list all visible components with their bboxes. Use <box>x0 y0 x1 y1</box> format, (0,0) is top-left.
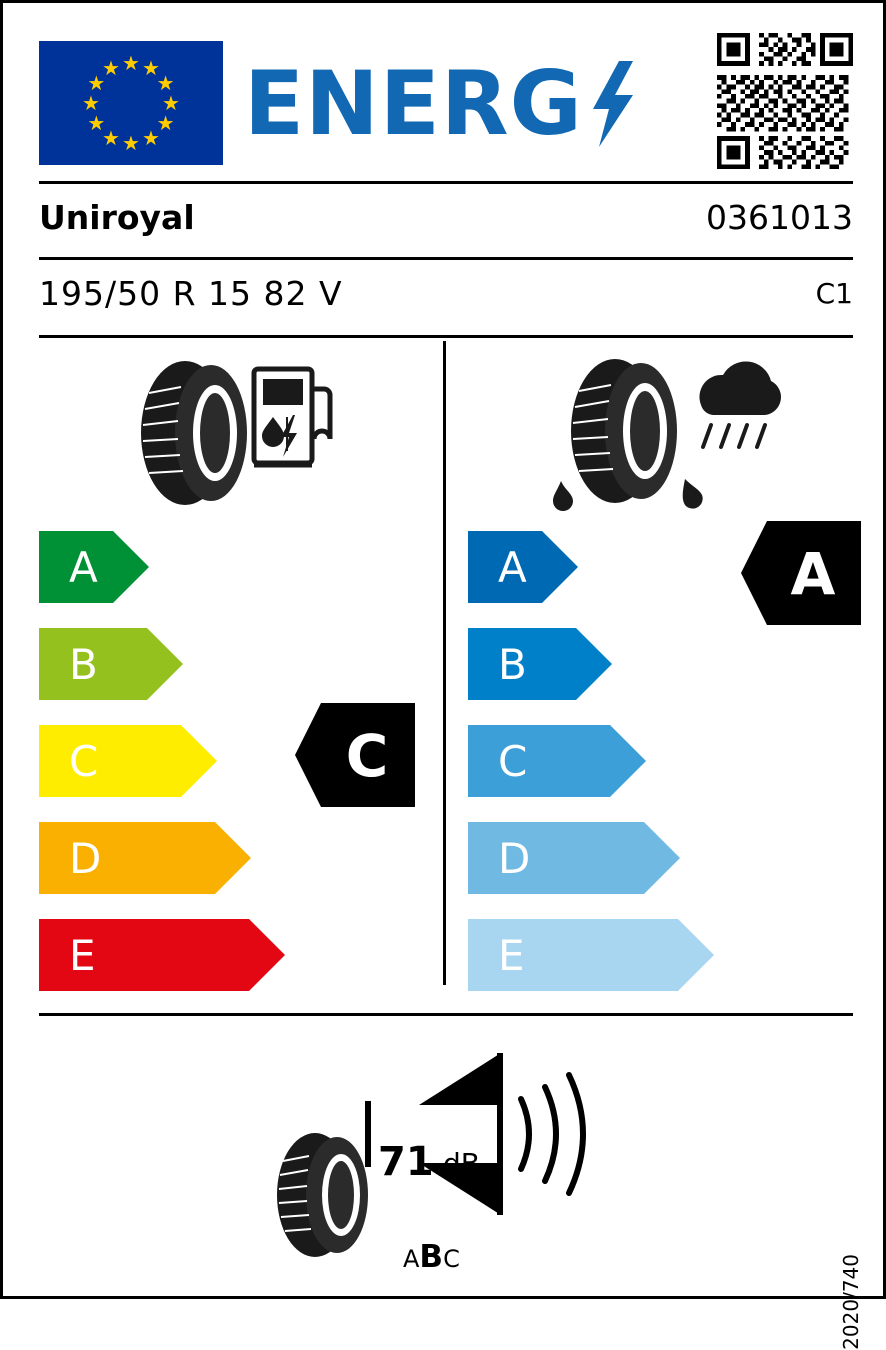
noise-db-unit: dB <box>443 1147 480 1180</box>
noise-db-value: 71 <box>378 1139 434 1185</box>
divider-top <box>39 181 853 184</box>
eu-star-icon: ★ <box>102 56 120 81</box>
grade-arrow <box>468 919 714 991</box>
wet-grip-pictogram <box>543 353 793 513</box>
grade-arrow <box>39 628 183 700</box>
divider-noise <box>39 1013 853 1016</box>
grade-letter: E <box>69 931 96 981</box>
grade-letter: C <box>69 737 99 787</box>
grade-letter: A <box>69 543 98 593</box>
eu-star-icon: ★ <box>122 51 140 75</box>
brand-row <box>39 193 853 249</box>
speaker-icon <box>365 1053 503 1215</box>
noise-class-c: C <box>443 1245 460 1273</box>
eu-flag-icon <box>39 41 223 165</box>
energ-label-text: ENERG <box>244 52 583 155</box>
eu-star-icon: ★ <box>102 125 120 150</box>
grade-arrow <box>39 822 251 894</box>
eu-star-icon: ★ <box>87 111 106 135</box>
fuel-grade-c <box>39 725 217 797</box>
grade-arrow <box>468 531 578 603</box>
grade-letter: D <box>69 834 102 884</box>
svg-text:A: A <box>790 539 836 608</box>
grade-letter: B <box>498 640 527 690</box>
grade-arrow <box>468 725 646 797</box>
qr-code-icon <box>717 33 853 169</box>
eu-star-icon: ★ <box>87 71 106 95</box>
wet-grade-d <box>468 822 680 894</box>
eu-star-icon: ★ <box>156 71 175 95</box>
grade-arrow <box>39 725 217 797</box>
divider-size <box>39 335 853 338</box>
fuel-efficiency-result <box>295 703 415 807</box>
sound-waves-icon <box>521 1075 583 1193</box>
rain-cloud-icon <box>699 361 781 447</box>
divider-brand <box>39 257 853 260</box>
eu-star-icon: ★ <box>142 125 160 150</box>
fuel-grade-d <box>39 822 251 894</box>
grade-arrow <box>468 822 680 894</box>
noise-class-a: A <box>403 1245 420 1273</box>
wet-grade-b <box>468 628 612 700</box>
size-row <box>39 271 853 323</box>
label-header <box>39 33 853 173</box>
tyre-splash-icon <box>553 359 703 511</box>
fuel-grade-a <box>39 531 149 603</box>
fuel-efficiency-pictogram <box>123 353 333 513</box>
eu-star-icon: ★ <box>82 91 100 115</box>
regulation-year: 2020/740 <box>839 1254 863 1350</box>
brand-name: Uniroyal <box>39 198 195 237</box>
tyre-icon <box>277 1133 368 1257</box>
fuel-drop-icon <box>262 415 297 457</box>
noise-pictogram <box>253 1043 653 1273</box>
lightning-bolt-icon <box>589 61 637 147</box>
eu-star-icon: ★ <box>142 56 160 81</box>
eu-star-icon: ★ <box>156 111 175 135</box>
svg-text:C: C <box>345 721 389 790</box>
wet-grade-c <box>468 725 646 797</box>
tyre-icon <box>141 361 247 505</box>
wet-grade-e <box>468 919 714 991</box>
grade-letter: D <box>498 834 531 884</box>
fuel-grade-b <box>39 628 183 700</box>
grade-letter: B <box>69 640 98 690</box>
eu-star-icon: ★ <box>122 131 140 155</box>
type-code: 0361013 <box>706 198 853 237</box>
grade-letter: E <box>498 931 525 981</box>
tyre-size: 195/50 R 15 82 V <box>39 274 343 313</box>
grade-arrow <box>39 531 149 603</box>
grade-arrow <box>468 628 612 700</box>
grade-letter: A <box>498 543 527 593</box>
fuel-grade-e <box>39 919 285 991</box>
divider-vertical <box>443 341 446 985</box>
grade-arrow <box>39 919 285 991</box>
wet-grade-a <box>468 531 578 603</box>
eu-star-icon: ★ <box>162 91 180 115</box>
tyre-class: C1 <box>815 277 853 310</box>
noise-class-b: B <box>419 1239 444 1275</box>
wet-grip-result <box>741 521 861 625</box>
grade-letter: C <box>498 737 528 787</box>
energ-logo <box>244 52 637 155</box>
